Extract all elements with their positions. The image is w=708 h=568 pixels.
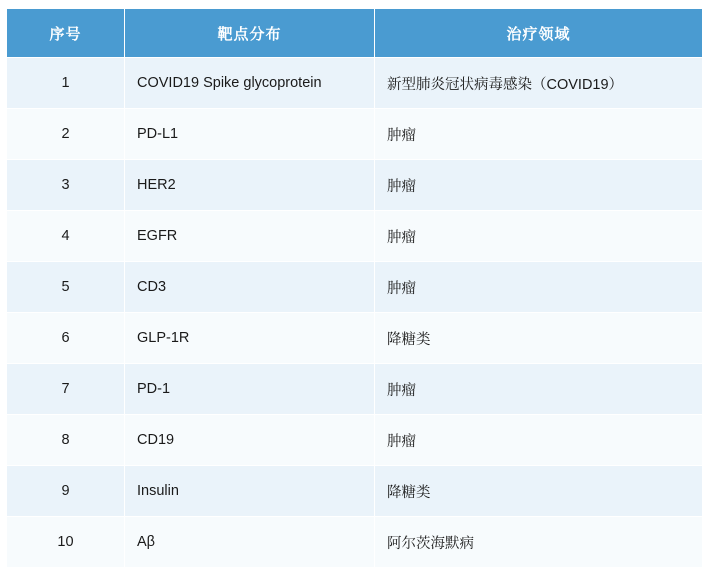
table-row <box>7 466 703 517</box>
table-row <box>7 517 703 568</box>
cell-area: 降糖类 <box>375 466 703 517</box>
table-row <box>7 160 703 211</box>
cell-area: 肿瘤 <box>375 160 703 211</box>
table-row <box>7 58 703 109</box>
cell-index: 5 <box>7 262 125 313</box>
table-row <box>7 211 703 262</box>
cell-target: CD3 <box>125 262 375 313</box>
table-row <box>7 109 703 160</box>
cell-target: PD-1 <box>125 364 375 415</box>
cell-area: 肿瘤 <box>375 211 703 262</box>
cell-target: Aβ <box>125 517 375 568</box>
table-body <box>7 58 703 568</box>
column-header-index: 序号 <box>7 9 125 58</box>
cell-area: 肿瘤 <box>375 109 703 160</box>
cell-index: 10 <box>7 517 125 568</box>
column-header-target: 靶点分布 <box>125 9 375 58</box>
cell-area: 肿瘤 <box>375 364 703 415</box>
target-distribution-table <box>6 8 703 568</box>
cell-target: CD19 <box>125 415 375 466</box>
cell-index: 3 <box>7 160 125 211</box>
cell-area: 肿瘤 <box>375 415 703 466</box>
cell-target: HER2 <box>125 160 375 211</box>
cell-area: 肿瘤 <box>375 262 703 313</box>
table-row <box>7 364 703 415</box>
table-row <box>7 313 703 364</box>
cell-target: Insulin <box>125 466 375 517</box>
cell-area: 阿尔茨海默病 <box>375 517 703 568</box>
cell-target: GLP-1R <box>125 313 375 364</box>
table-row <box>7 262 703 313</box>
column-header-area: 治疗领域 <box>375 9 703 58</box>
cell-target: EGFR <box>125 211 375 262</box>
cell-index: 8 <box>7 415 125 466</box>
table-row <box>7 415 703 466</box>
cell-target: PD-L1 <box>125 109 375 160</box>
cell-target: COVID19 Spike glycoprotein <box>125 58 375 109</box>
cell-area: 新型肺炎冠状病毒感染（COVID19） <box>375 58 703 109</box>
cell-index: 7 <box>7 364 125 415</box>
table-header-row <box>7 9 703 58</box>
cell-index: 9 <box>7 466 125 517</box>
cell-index: 4 <box>7 211 125 262</box>
table-header <box>7 9 703 58</box>
cell-area: 降糖类 <box>375 313 703 364</box>
cell-index: 2 <box>7 109 125 160</box>
cell-index: 6 <box>7 313 125 364</box>
cell-index: 1 <box>7 58 125 109</box>
